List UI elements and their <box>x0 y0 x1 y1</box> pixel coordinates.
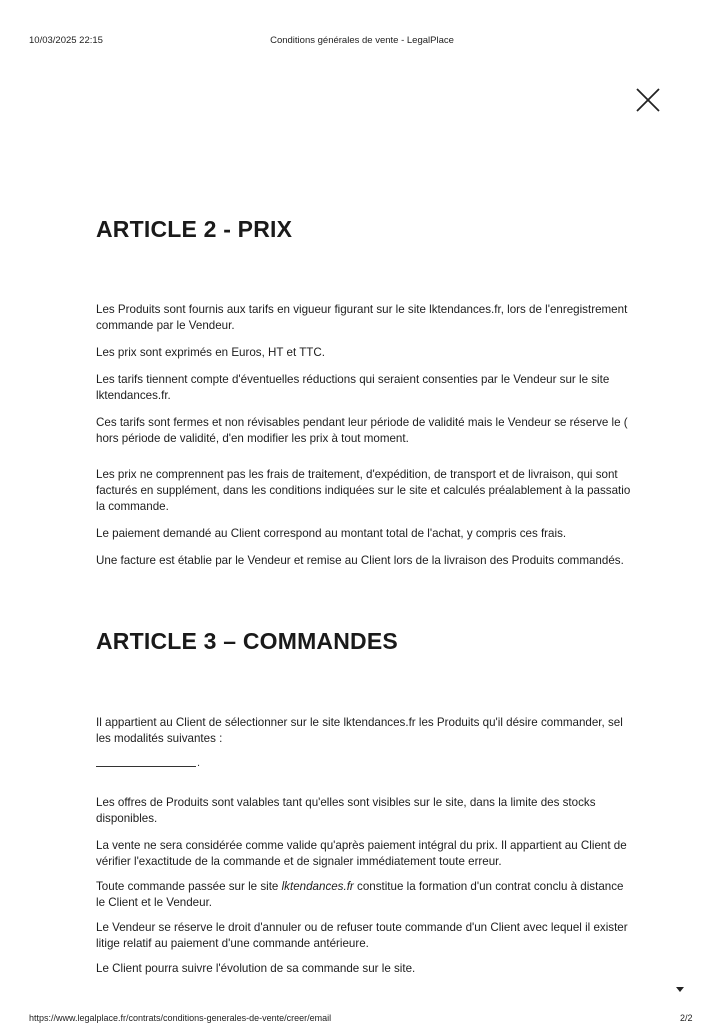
article-2-paragraph-line: facturés en supplément, dans les conditions indiquées sur le site et calculés préalablement à la passatio <box>96 484 631 497</box>
article-2-heading: ARTICLE 2 - PRIX <box>96 216 293 242</box>
article-3-heading: ARTICLE 3 – COMMANDES <box>96 628 398 654</box>
print-footer-url: https://www.legalplace.fr/contrats/conditions-generales-de-vente/creer/email <box>29 1013 332 1023</box>
print-datetime: 10/03/2025 22:15 <box>29 35 103 46</box>
site-name: lktendances.fr <box>281 880 354 893</box>
article-3-paragraph-line: Le Client pourra suivre l'évolution de sa commande sur le site. <box>96 962 416 975</box>
article-2-paragraph-line: Ces tarifs sont fermes et non révisables pendant leur période de validité mais le Vendeur se réserve le ( <box>96 416 628 429</box>
scroll-down-arrow-icon[interactable] <box>676 980 684 998</box>
article-2-paragraph-line: commande par le Vendeur. <box>96 319 235 332</box>
blank-fill-punctuation: . <box>197 757 201 769</box>
article-2-paragraph-line: Les prix sont exprimés en Euros, HT et TTC. <box>96 346 325 359</box>
text-segment: Toute commande passée sur le site <box>96 880 282 893</box>
article-2-paragraph-line: Une facture est établie par le Vendeur et remise au Client lors de la livraison des Produits commandés. <box>96 554 624 567</box>
article-2-paragraph-line: hors période de validité, d'en modifier les prix à tout moment. <box>96 432 409 445</box>
article-2-paragraph-line: Les Produits sont fournis aux tarifs en vigueur figurant sur le site lktendances.fr, lors de l'enregistrement <box>96 303 628 316</box>
article-3-paragraph-line: le Client et le Vendeur. <box>96 896 213 909</box>
article-2-paragraph-line: Le paiement demandé au Client correspond au montant total de l'achat, y compris ces frais. <box>96 527 567 540</box>
article-3-paragraph-line: les modalités suivantes : <box>96 732 223 745</box>
article-3-paragraph-line: La vente ne sera considérée comme valide qu'après paiement intégral du prix. Il appartient au Client de <box>96 839 627 852</box>
article-3-paragraph-line <box>96 879 652 895</box>
article-2-paragraph-line: lktendances.fr. <box>96 389 171 402</box>
close-icon[interactable] <box>634 86 662 114</box>
print-page-title: Conditions générales de vente - LegalPlace <box>270 35 454 46</box>
blank-fill-line <box>96 766 196 767</box>
article-3-paragraph-line: Le Vendeur se réserve le droit d'annuler ou de refuser toute commande d'un Client avec lequel il exister <box>96 921 628 934</box>
text-segment: constitue la formation d'un contrat conclu à distance <box>353 880 624 893</box>
article-2-paragraph-line: la commande. <box>96 500 169 513</box>
article-3-paragraph-line: disponibles. <box>96 812 158 825</box>
article-3-paragraph-line: Les offres de Produits sont valables tant qu'elles sont visibles sur le site, dans la limite des stocks <box>96 796 596 809</box>
article-2-paragraph-line: Les prix ne comprennent pas les frais de traitement, d'expédition, de transport et de livraison, qui sont <box>96 468 618 481</box>
article-3-paragraph-line: litige relatif au paiement d'une commande antérieure. <box>96 937 369 950</box>
article-2-paragraph-line: Les tarifs tiennent compte d'éventuelles réductions qui seraient consenties par le Vendeur sur le site <box>96 373 610 386</box>
print-page-number: 2/2 <box>680 1013 693 1023</box>
article-3-paragraph-line: Il appartient au Client de sélectionner sur le site lktendances.fr les Produits qu'il désire commander, sel <box>96 716 623 729</box>
article-3-paragraph-line: vérifier l'exactitude de la commande et de signaler immédiatement toute erreur. <box>96 855 502 868</box>
